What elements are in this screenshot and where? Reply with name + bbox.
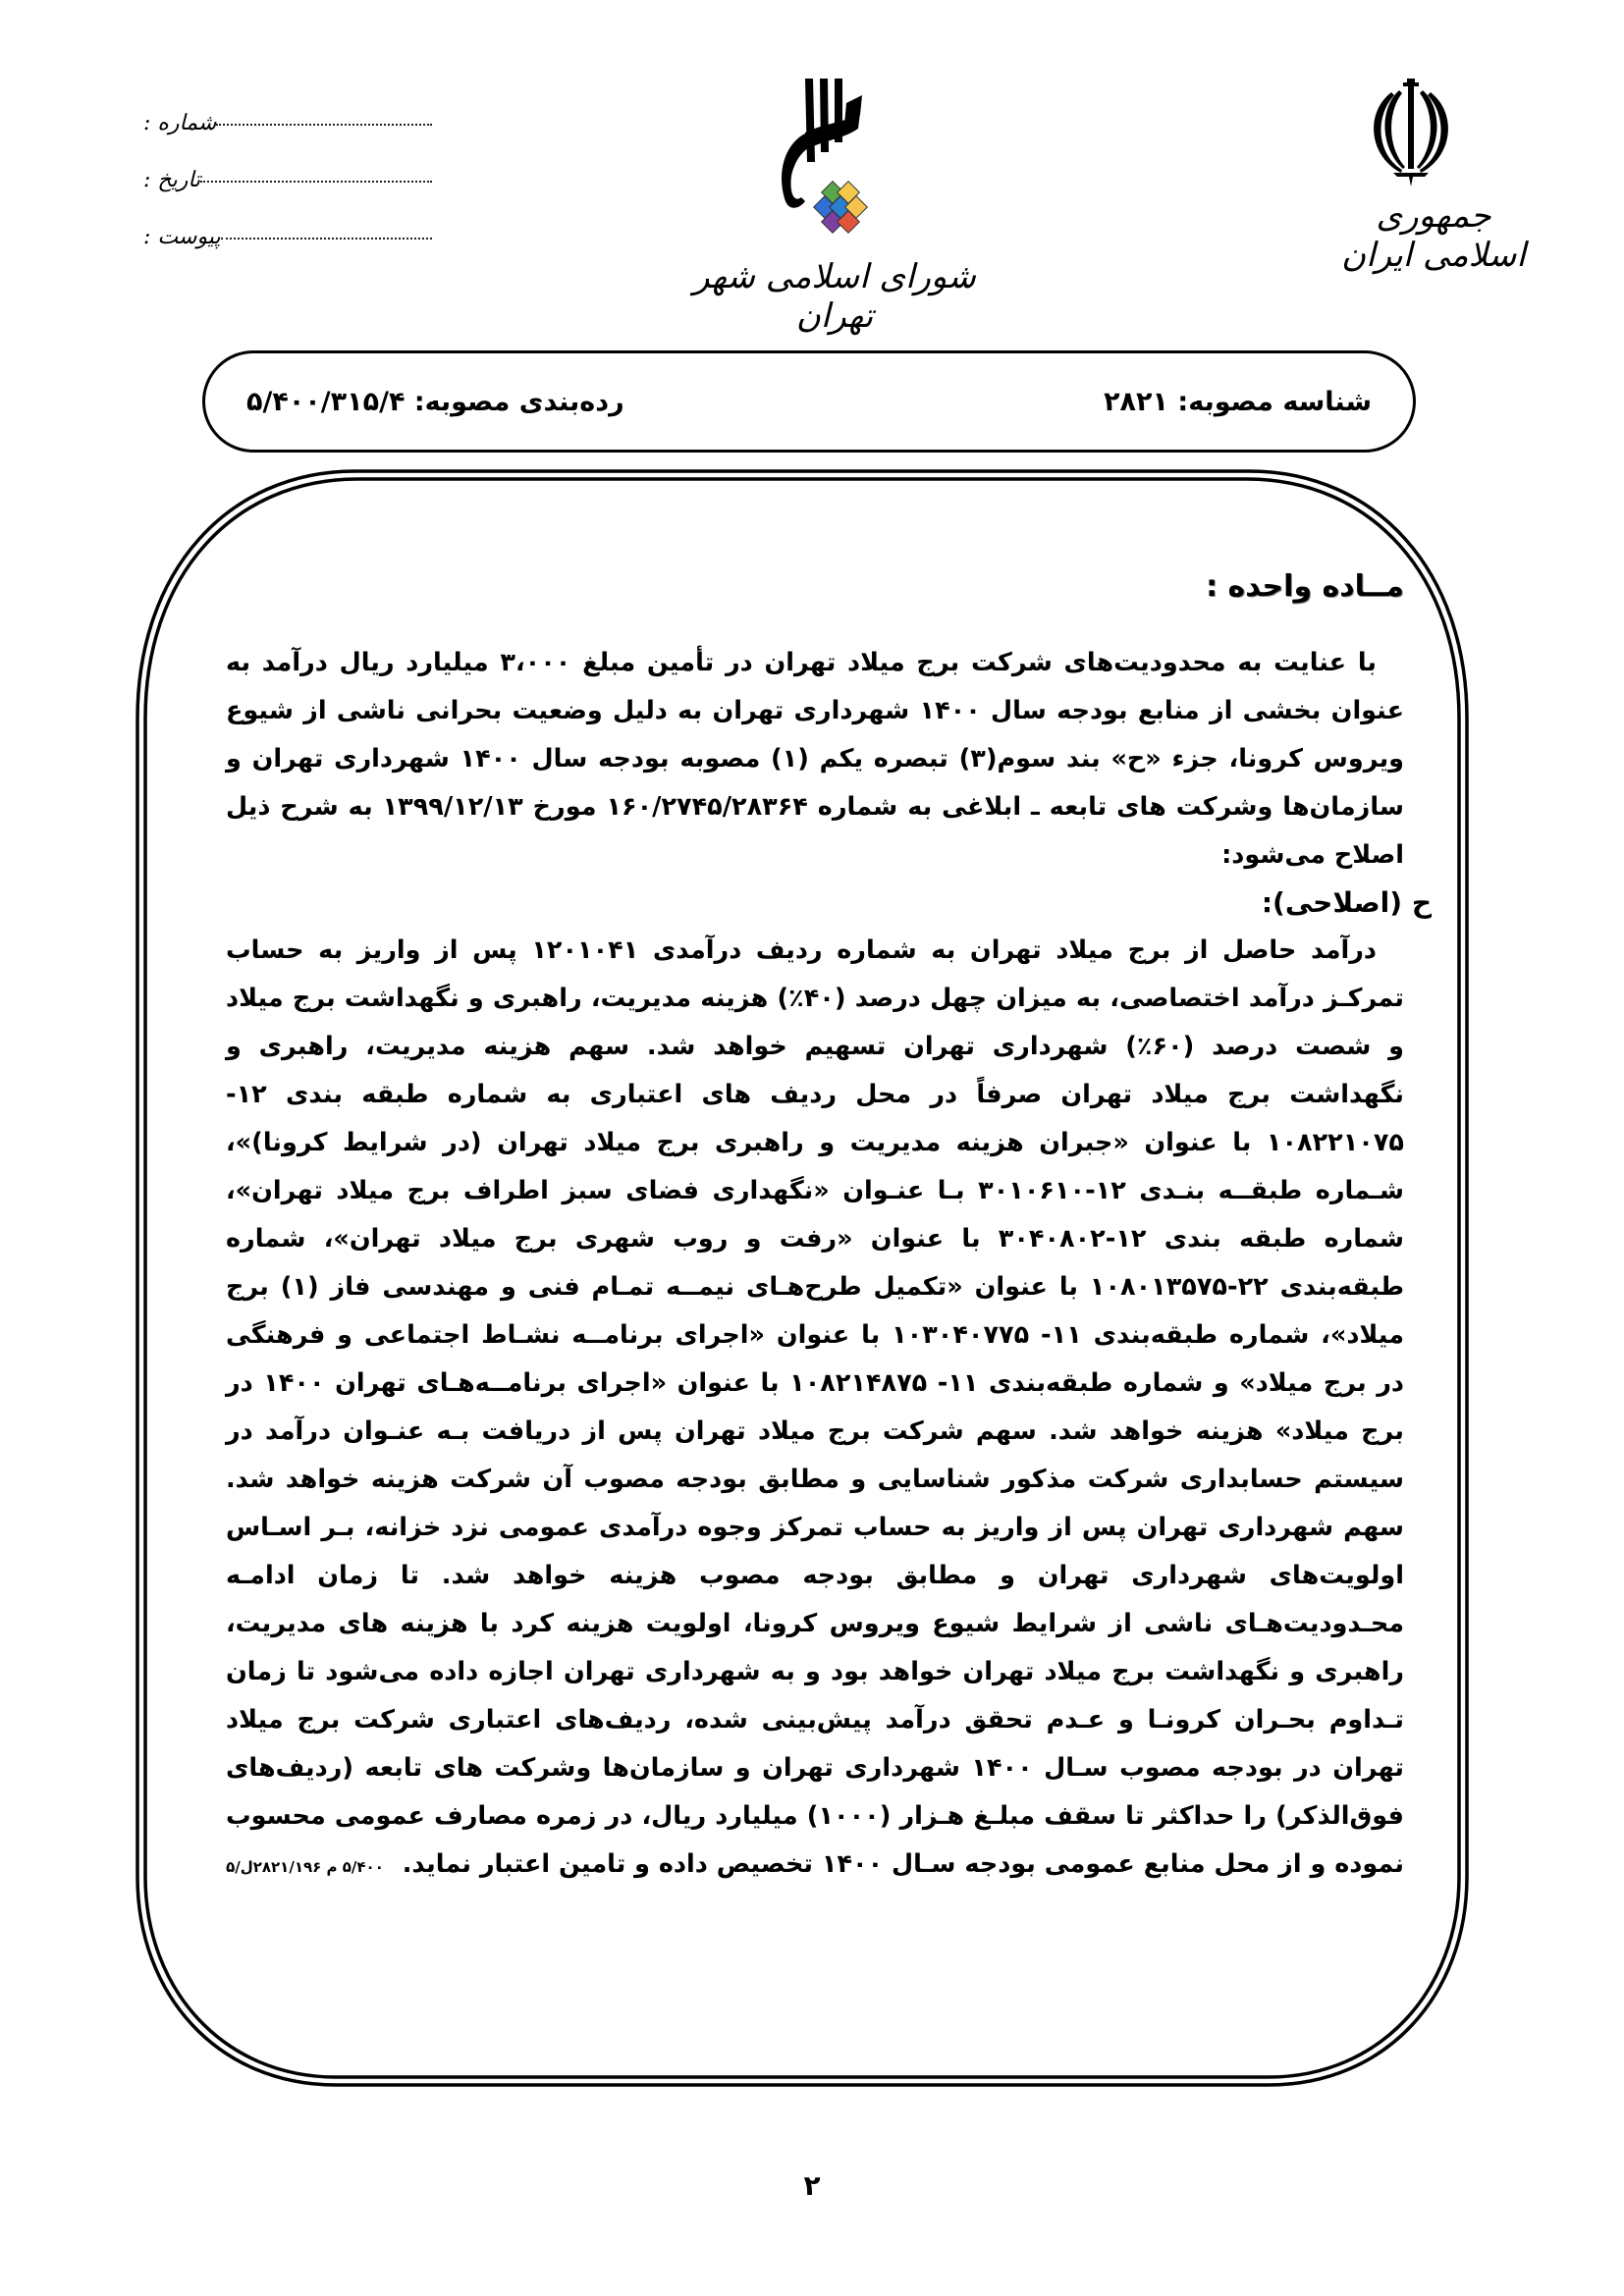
meta-dotted-line bbox=[216, 124, 432, 126]
council-caption: شورای اسلامی شهر تهران bbox=[693, 257, 976, 336]
article-heading: مــاده واحده : bbox=[1206, 569, 1404, 604]
resolution-id: شناسه مصوبه: ۲۸۲۱ bbox=[1104, 386, 1372, 417]
amendment-paragraph bbox=[226, 927, 1404, 1892]
meta-field-date bbox=[137, 153, 432, 192]
resolution-info-box bbox=[202, 350, 1416, 453]
resolution-classification: رده‌بندی مصوبه: ۵/۴۰۰/۳۱۵/۴ bbox=[246, 386, 624, 417]
meta-dotted-line bbox=[200, 181, 432, 183]
preamble-paragraph: با عنایت به محدودیت‌های شرکت برج میلاد تهران در تأمین مبلغ ۳،۰۰۰ میلیارد ریال درآمد به عنوان بخشی از منابع بودجه سال ۱۴۰۰ شهرداری تهران به دلیل وضعیت بحرانی ناشی از شیوع ویروس کرونا، جزء «ح» بند سوم(۳) تبصره یکم (۱) مصوبه بودجه سال ۱۴۰۰ شهرداری تهران و سازمان‌ها وشرکت های تابعه ـ ابلاغی به شماره ۱۶۰/۲۷۴۵/۲۸۳۶۴ مورخ ۱۳۹۹/۱۲/۱۳ به شرح ذیل اصلاح می‌شود: bbox=[226, 648, 1405, 870]
amendment-heading: ح (اصلاحی): bbox=[1261, 886, 1432, 919]
amendment-text: درآمد حاصل از برج میلاد تهران به شماره ردیف درآمدی ۱۲۰۱۰۴۱ پس از واریز به حساب تمرکـز درآمد اختصاصی، به میزان چهل درصد (۴۰٪) هزینه مدیریت، راهبری و نگهداشت برج میلاد و شصت درصد (۶۰٪) شهرداری تهران تسهیم خواهد شد. سهم هزینه مدیریت، راهبری و نگهداشت برج میلاد تهران صرفاً در محل ردیف های اعتباری به شماره طبقه بندی ۱۲- ۱۰۸۲۲۱۰۷۵ با عنوان «جبران هزینه مدیریت و راهبری برج میلاد تهران (در شرایط کرونا)»، شـماره طبقــه بنـدی ۱۲-۳۰۱۰۶۱۰ بـا عنـوان «نگهداری فضای سبز اطراف برج میلاد تهران»، شماره طبقه بندی ۱۲-۳۰۴۰۸۰۲ با عنوان «رفت و روب شهری برج میلاد تهران»، شماره طبقه‌بندی ۲۲-۱۰۸۰۱۳۵۷۵ با عنوان «تکمیل طرح‌هـای نیمــه تمـام فنی و مهندسی فاز (۱) برج میلاد»، شماره طبقه‌بندی ۱۱- ۱۰۳۰۴۰۷۷۵ با عنوان «اجرای برنامــه نشـاط اجتماعی و فرهنگی در برج میلاد» و شماره طبقه‌بندی ۱۱- ۱۰۸۲۱۴۸۷۵ با عنوان «اجرای برنامــه‌هـای تهران ۱۴۰۰ در برج میلاد» هزینه خواهد شد. سهم شرکت برج میلاد تهران پس از دریافت بـه عنـوان درآمد در سیستم حسابداری شرکت مذکور شناسایی و مطابق بودجه مصوب آن شرکت هزینه خواهد شد. سهم شهرداری تهران پس از واریز به حساب تمرکز وجوه درآمدی عمومی نزد خزانه، بـر اسـاس اولویت‌های شهرداری تهران و مطابق بودجه مصوب هزینه خواهد شد. تا زمان ادامـه محـدودیت‌هـای ناشی از شرایط شیوع ویروس کرونا، اولویت هزینه کرد با هزینه های مدیریت، راهبری و نگهداشت برج میلاد تهران خواهد بود و به شهرداری تهران اجازه داده می‌شود تا زمان تـداوم بحـران کرونـا و عـدم تحقق درآمد پیش‌بینی شده، ردیف‌های اعتباری شرکت برج میلاد تهران در بودجه مصوب سـال ۱۴۰۰ شهرداری تهران و سازمان‌ها وشرکت های تابعه (ردیف‌های فوق‌الذکر) را حداکثر تا سقف مبلـغ هـزار (۱۰۰۰) میلیارد ریال، در زمره مصارف عمومی محسوب نموده و از محل منابع عمومی بودجه سـال ۱۴۰۰ تخصیص داده و تامین اعتبار نماید. bbox=[226, 935, 1404, 1879]
tehran-council-logo-icon bbox=[766, 74, 884, 270]
document-body bbox=[226, 569, 1432, 1892]
logo-tiles bbox=[814, 182, 868, 234]
reference-code: ۵/۴۰۰ م ۲۸۲۱/۱۹۶ل/۵ bbox=[226, 1858, 384, 1876]
meta-field-number bbox=[137, 96, 432, 135]
iran-emblem-icon bbox=[1370, 79, 1452, 187]
meta-label: تاریخ : bbox=[143, 168, 201, 192]
meta-label: شماره : bbox=[143, 111, 217, 135]
meta-label: پیوست : bbox=[143, 225, 221, 249]
emblem-caption: جمهوری اسلامی ایران bbox=[1341, 196, 1526, 275]
meta-dotted-line bbox=[221, 238, 432, 240]
page-number: ۲ bbox=[803, 2169, 821, 2202]
meta-field-attachment bbox=[137, 210, 432, 249]
